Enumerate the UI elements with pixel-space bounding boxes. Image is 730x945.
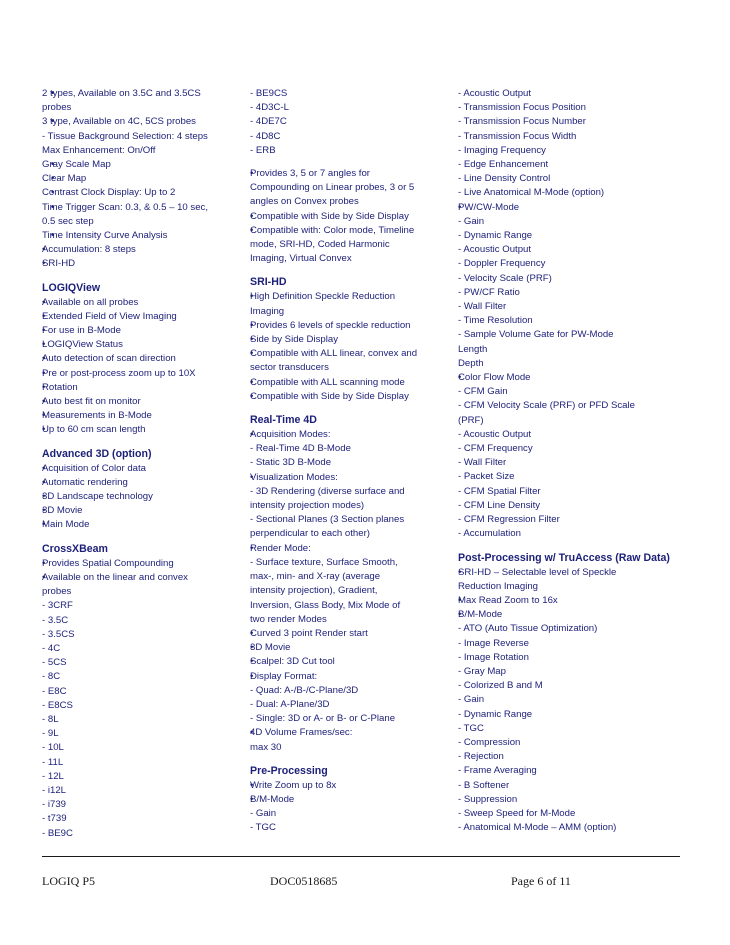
bullet-item: • Compatible with: Color mode, Timeline — [250, 224, 450, 238]
list-item: - t739 — [42, 813, 67, 825]
list-item: - 5CS — [42, 657, 67, 669]
list-item: - 10L — [42, 742, 64, 754]
spec-list — [458, 87, 680, 542]
bullet-item: • Compatible with Side by Side Display — [250, 390, 450, 404]
list-item: - 4D3C-L — [250, 102, 289, 114]
spec-list — [458, 566, 680, 836]
list-item: - Single: 3D or A- or B- or C-Plane — [250, 713, 396, 725]
list-item: - 8L — [42, 713, 59, 725]
bullet-item: • Auto detection of scan direction — [42, 352, 242, 366]
list-item: - Gain — [458, 694, 485, 706]
list-item: - i12L — [42, 784, 66, 796]
bullet-item: • Measurements in B-Mode — [42, 409, 242, 423]
list-item: - Acoustic Output — [458, 428, 532, 440]
list-item: intensity projection), Gradient, — [250, 585, 378, 597]
list-item: - CFM Frequency — [458, 443, 533, 455]
footer-page-number: Page 6 of 11 — [511, 874, 571, 888]
bullet-item: • 3D Movie — [250, 641, 450, 655]
bullet-item: • Extended Field of View Imaging — [42, 310, 242, 324]
bullet-item: • High Definition Speckle Reduction — [250, 290, 450, 304]
list-item: - Acoustic Output — [458, 244, 532, 256]
bullet-item: • Main Mode — [42, 518, 242, 532]
list-item: - Sweep Speed for M-Mode — [458, 807, 576, 819]
list-item: angles on Convex probes — [250, 196, 359, 208]
bullet-item: • Time Trigger Scan: 0.3, & 0.5 – 10 sec, — [42, 201, 242, 215]
list-item: - 3D Rendering (diverse surface and — [250, 485, 405, 497]
list-item: - Transmission Focus Width — [458, 130, 577, 142]
list-item: - Packet Size — [458, 471, 515, 483]
list-item: - E8C — [42, 685, 67, 697]
list-item: - Transmission Focus Position — [458, 102, 586, 114]
list-item: probes — [42, 586, 72, 598]
list-item: Reduction Imaging — [458, 580, 538, 592]
list-item: - Wall Filter — [458, 457, 507, 469]
list-item: - Doppler Frequency — [458, 258, 546, 270]
list-item: - E8CS — [42, 699, 73, 711]
bullet-item: • Contrast Clock Display: Up to 2 — [42, 186, 242, 200]
bullet-item: • Auto best fit on monitor — [42, 395, 242, 409]
list-item: - CFM Line Density — [458, 499, 541, 511]
list-item: perpendicular to each other) — [250, 528, 370, 540]
bullet-item: • PW/CW-Mode — [458, 201, 680, 215]
section-heading: CrossXBeam — [42, 542, 108, 555]
list-item: - 4D8C — [250, 130, 281, 142]
spec-list — [42, 557, 242, 841]
bullet-item: • Compatible with Side by Side Display — [250, 210, 450, 224]
list-item: - Tissue Background Selection: 4 steps — [42, 130, 208, 142]
spec-list — [250, 167, 450, 266]
list-item: Length — [458, 343, 488, 355]
list-item: - Transmission Focus Number — [458, 116, 586, 128]
bullet-item: • LOGIQView Status — [42, 338, 242, 352]
list-item: - TGC — [250, 822, 276, 834]
list-item: - BE9CS — [250, 88, 288, 99]
list-item: probes — [42, 102, 72, 114]
bullet-item: • Color Flow Mode — [458, 371, 680, 385]
list-item: - Real-Time 4D B-Mode — [250, 443, 351, 455]
list-item: - PW/CF Ratio — [458, 286, 520, 298]
list-item: - Velocity Scale (PRF) — [458, 272, 552, 284]
list-item: - 11L — [42, 756, 64, 768]
spacer — [250, 158, 450, 167]
bullet-item: • B/M-Mode — [458, 608, 680, 622]
list-item: - Gain — [250, 808, 277, 820]
bullet-item: • Render Mode: — [250, 542, 450, 556]
list-item: - Rejection — [458, 751, 504, 763]
column-2 — [250, 87, 450, 836]
list-item: - 4C — [42, 642, 61, 654]
list-item: max-, min- and X-ray (average — [250, 571, 381, 583]
section-heading: Advanced 3D (option) — [42, 447, 152, 460]
bullet-item: • 3D Landscape technology — [42, 490, 242, 504]
section-heading: LOGIQView — [42, 281, 101, 294]
spec-list — [42, 87, 242, 272]
list-item: Compounding on Linear probes, 3 or 5 — [250, 182, 415, 194]
list-item: - Time Resolution — [458, 315, 533, 327]
bullet-item: • Provides 3, 5 or 7 angles for — [250, 167, 450, 181]
bullet-item: • Visualization Modes: — [250, 471, 450, 485]
list-item: - i739 — [42, 799, 66, 811]
list-item: two render Modes — [250, 613, 327, 625]
list-item: - BE9C — [42, 827, 73, 839]
list-item: 0.5 sec step — [42, 215, 94, 227]
section-heading: Pre-Processing — [250, 764, 328, 777]
list-item: mode, SRI-HD, Coded Harmonic — [250, 239, 390, 251]
list-item: - 9L — [42, 728, 59, 740]
bullet-item: • Time Intensity Curve Analysis — [42, 229, 242, 243]
bullet-item: • Clear Map — [42, 172, 242, 186]
column-1 — [42, 87, 242, 841]
spec-list — [250, 779, 450, 836]
bullet-item: • Pre or post-process zoom up to 10X — [42, 367, 242, 381]
bullet-item: • SRI-HD – Selectable level of Speckle — [458, 566, 680, 580]
list-item: Max Enhancement: On/Off — [42, 144, 156, 156]
list-item: - Dynamic Range — [458, 230, 533, 242]
bullet-item: • Up to 60 cm scan length — [42, 423, 242, 437]
spec-list — [42, 296, 242, 438]
list-item: Imaging, Virtual Convex — [250, 253, 352, 265]
bullet-item: • Gray Scale Map — [42, 158, 242, 172]
list-item: - 3.5CS — [42, 628, 75, 640]
bullet-item: • Accumulation: 8 steps — [42, 243, 242, 257]
list-item: Depth — [458, 357, 484, 369]
list-item: - CFM Velocity Scale (PRF) or PFD Scale — [458, 400, 635, 412]
bullet-item: • 3D Movie — [42, 504, 242, 518]
bullet-item: • Compatible with ALL scanning mode — [250, 376, 450, 390]
list-item: - CFM Regression Filter — [458, 514, 560, 526]
bullet-item: • Max Read Zoom to 16x — [458, 594, 680, 608]
bullet-item: • Automatic rendering — [42, 476, 242, 490]
list-item: - Image Reverse — [458, 637, 529, 649]
list-item: - Quad: A-/B-/C-Plane/3D — [250, 684, 359, 696]
list-item: - CFM Gain — [458, 386, 508, 398]
spec-list — [250, 290, 450, 404]
list-item: - Accumulation — [458, 528, 521, 540]
section-heading: Post-Processing w/ TruAccess (Raw Data) — [458, 551, 670, 564]
list-item: - 8C — [42, 671, 61, 683]
list-item: - 12L — [42, 770, 64, 782]
list-item: (PRF) — [458, 414, 484, 426]
list-item: - Wall Filter — [458, 301, 507, 313]
list-item: - Suppression — [458, 793, 518, 805]
list-item: - Live Anatomical M-Mode (option) — [458, 187, 605, 199]
bullet-item: • Provides Spatial Compounding — [42, 557, 242, 571]
list-item: - Colorized B and M — [458, 680, 543, 692]
list-item: - 3CRF — [42, 600, 73, 612]
list-item: - CFM Spatial Filter — [458, 485, 541, 497]
list-item: - Gain — [458, 215, 485, 227]
bullet-item: • Scalpel: 3D Cut tool — [250, 655, 450, 669]
bullet-item: • 3 type, Available on 4C, 5CS probes — [42, 115, 242, 129]
list-item: max 30 — [250, 741, 282, 753]
footer-divider — [42, 856, 680, 857]
footer-document-id: DOC0518685 — [270, 874, 338, 888]
section-heading: SRI-HD — [250, 276, 287, 289]
list-item: - Acoustic Output — [458, 88, 532, 99]
spec-list — [42, 462, 242, 533]
spec-list — [250, 87, 450, 158]
list-item: sector transducers — [250, 362, 329, 374]
list-item: - 4DE7C — [250, 116, 287, 128]
list-item: - Edge Enhancement — [458, 159, 549, 171]
list-item: - Surface texture, Surface Smooth, — [250, 556, 398, 568]
list-item: - Dynamic Range — [458, 708, 533, 720]
bullet-item: • Curved 3 point Render start — [250, 627, 450, 641]
list-item: - TGC — [458, 722, 484, 734]
bullet-item: • Acquisition Modes: — [250, 428, 450, 442]
list-item: - ATO (Auto Tissue Optimization) — [458, 623, 598, 635]
list-item: - Imaging Frequency — [458, 144, 546, 156]
bullet-item: • Display Format: — [250, 670, 450, 684]
list-item: - Gray Map — [458, 665, 506, 677]
column-3 — [458, 87, 680, 835]
bullet-item: • Rotation — [42, 381, 242, 395]
bullet-item: • Provides 6 levels of speckle reduction — [250, 319, 450, 333]
bullet-item: • B/M-Mode — [250, 793, 450, 807]
list-item: Imaging — [250, 305, 285, 317]
bullet-item: • Write Zoom up to 8x — [250, 779, 450, 793]
bullet-item: • 4D Volume Frames/sec: — [250, 726, 450, 740]
bullet-item: • Side by Side Display — [250, 333, 450, 347]
list-item: - ERB — [250, 144, 276, 156]
bullet-item: • 2 types, Available on 3.5C and 3.5CS — [42, 87, 242, 101]
bullet-item: • Compatible with ALL linear, convex and — [250, 347, 450, 361]
list-item: - 3.5C — [42, 614, 69, 626]
list-item: - Frame Averaging — [458, 765, 537, 777]
spec-list — [250, 428, 450, 755]
bullet-item: • For use in B-Mode — [42, 324, 242, 338]
list-item: - Anatomical M-Mode – AMM (option) — [458, 822, 617, 834]
list-item: - B Softener — [458, 779, 510, 791]
bullet-item: • Available on the linear and convex — [42, 571, 242, 585]
bullet-item: • Acquisition of Color data — [42, 462, 242, 476]
list-item: - Compression — [458, 736, 521, 748]
list-item: - Static 3D B-Mode — [250, 457, 332, 469]
list-item: - Sample Volume Gate for PW-Mode — [458, 329, 614, 341]
section-heading: Real-Time 4D — [250, 414, 317, 427]
list-item: Inversion, Glass Body, Mix Mode of — [250, 599, 401, 611]
list-item: intensity projection modes) — [250, 500, 365, 512]
list-item: - Dual: A-Plane/3D — [250, 698, 330, 710]
list-item: - Line Density Control — [458, 173, 551, 185]
footer-product-name: LOGIQ P5 — [42, 874, 95, 888]
list-item: - Sectional Planes (3 Section planes — [250, 514, 405, 526]
list-item: - Image Rotation — [458, 651, 529, 663]
bullet-item: • Available on all probes — [42, 296, 242, 310]
bullet-item: • SRI-HD — [42, 257, 242, 271]
